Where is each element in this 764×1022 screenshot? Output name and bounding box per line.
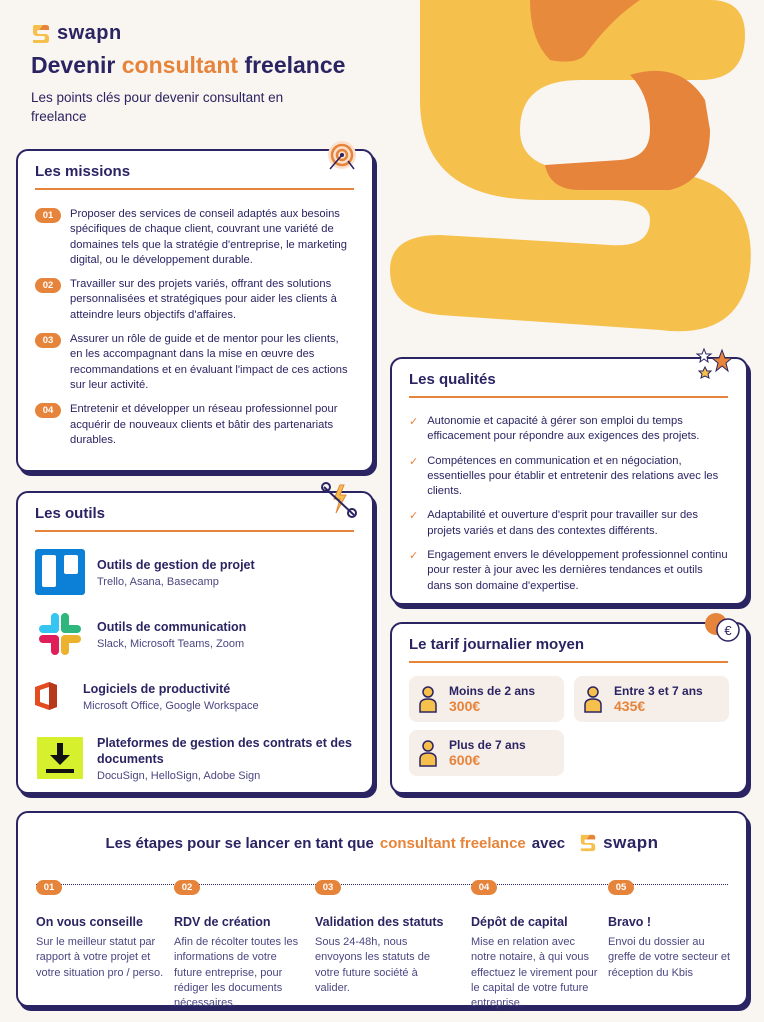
tool-item <box>21 672 354 720</box>
tool-item <box>35 734 354 782</box>
mission-item: 02 Travailler sur des projets variés, offrant des solutions personnalisées et stratégiques pour aider les clients à atteindre leurs objectifs d'affaires. <box>35 277 354 323</box>
mission-item: 03 Assurer un rôle de guide et de mentor pour les clients, en les accompagnant dans la mise en œuvre des recommandations et en évaluant l'impact de ces actions sur leur activité. <box>35 332 354 393</box>
office-icon <box>21 672 71 720</box>
etapes-card <box>16 811 748 1010</box>
qualites-title: Les qualités <box>409 371 728 398</box>
stars-icon <box>696 347 732 381</box>
page-title: Devenir consultant freelance <box>31 52 346 78</box>
step-number: 02 <box>174 880 200 895</box>
tool-item <box>35 548 354 596</box>
swapn-logo-icon <box>579 833 597 853</box>
svg-text:€: € <box>724 623 732 638</box>
step-number: 04 <box>471 880 497 895</box>
step-number: 05 <box>608 880 634 895</box>
target-icon <box>324 139 360 175</box>
tool-title: Plateformes de gestion des contrats et des documents <box>97 735 352 766</box>
step-number: 03 <box>315 880 341 895</box>
rate-box: Entre 3 et 7 ans 435€ <box>574 676 729 722</box>
check-icon: ✓ <box>409 416 419 428</box>
mission-number: 04 <box>35 403 61 418</box>
step-item: 04 Dépôt de capital Mise en relation avec notre notaire, à qui vous effectuez le virement pour le capital de votre future entreprise. <box>471 882 598 1010</box>
person-icon <box>419 685 437 713</box>
step-item: 01 On vous conseille Sur le meilleur statut par rapport à votre projet et votre situation pro / perso. <box>36 882 164 979</box>
tarif-card <box>390 622 748 794</box>
check-icon: ✓ <box>409 550 419 563</box>
brand-name: swapn <box>57 22 122 44</box>
rate-box: Plus de 7 ans 600€ <box>409 730 564 776</box>
check-icon: ✓ <box>409 510 419 523</box>
quality-item: ✓ Adaptabilité et ouverture d'esprit pour travailler sur des projets variés et dans des contextes différents. <box>409 508 728 539</box>
tool-subtitle: Microsoft Office, Google Workspace <box>83 699 259 712</box>
missions-card <box>16 149 374 472</box>
tool-title: Outils de gestion de projet <box>97 557 255 572</box>
slack-icon <box>35 610 85 658</box>
check-icon: ✓ <box>409 455 419 468</box>
mission-item: 01 Proposer des services de conseil adaptés aux besoins spécifiques de chaque client, couvrant une variété de domaines tels que la stratégie d'entreprise, le marketing digital, ou le développement durable. <box>35 207 354 268</box>
outils-title: Les outils <box>35 505 354 532</box>
tool-subtitle: Trello, Asana, Basecamp <box>97 575 219 588</box>
quality-item: ✓ Engagement envers le développement professionnel continu pour rester à jour avec les dernières tendances et outils dans son domaine d'expertise. <box>409 548 728 594</box>
tool-item <box>35 610 354 658</box>
swapn-s-decoration <box>380 0 764 360</box>
missions-title: Les missions <box>35 163 354 190</box>
tool-title: Outils de communication <box>97 619 247 634</box>
qualites-card <box>390 357 748 605</box>
mission-number: 02 <box>35 278 61 293</box>
page-subtitle: Les points clés pour devenir consultant en freelance <box>31 90 284 124</box>
docusign-icon <box>35 734 85 782</box>
step-item: 02 RDV de création Afin de récolter toutes les informations de votre future entreprise, pour rédiger les documents nécessaires. <box>174 882 299 1010</box>
step-item: 03 Validation des statuts Sous 24-48h, nous envoyons les statuts de votre future société à valider. <box>315 882 444 994</box>
swapn-logo-icon <box>31 23 51 45</box>
mission-number: 03 <box>35 333 61 348</box>
person-icon <box>584 685 602 713</box>
outils-card <box>16 491 374 794</box>
step-item: 05 Bravo ! Envoi du dossier au greffe de votre secteur et réception du Kbis <box>608 882 731 979</box>
rate-box: Moins de 2 ans 300€ <box>409 676 564 722</box>
quality-item: ✓ Autonomie et capacité à gérer son emploi du temps efficacement pour répondre aux exigences des projets. <box>409 414 728 445</box>
euro-coin-icon <box>698 610 744 644</box>
mission-number: 01 <box>35 208 61 223</box>
brand-logo[interactable] <box>31 22 122 45</box>
tarif-title: Le tarif journalier moyen <box>409 636 728 663</box>
tools-icon <box>320 481 358 519</box>
quality-item: ✓ Compétences en communication et en négociation, essentielles pour établir et entretenir des relations avec les clients. <box>409 454 728 500</box>
etapes-title: Les étapes pour se lancer en tant que consultant freelance avec swapn <box>105 833 659 852</box>
tool-title: Logiciels de productivité <box>83 681 231 696</box>
mission-item: 04 Entretenir et développer un réseau professionnel pour acquérir de nouveaux clients et bâtir des partenariats durables. <box>35 402 354 448</box>
tool-subtitle: Slack, Microsoft Teams, Zoom <box>97 637 245 650</box>
trello-icon <box>35 548 85 596</box>
tool-subtitle: DocuSign, HelloSign, Adobe Sign <box>97 769 261 782</box>
person-icon <box>419 739 437 767</box>
brand-name: swapn <box>603 833 659 852</box>
step-number: 01 <box>36 880 62 895</box>
